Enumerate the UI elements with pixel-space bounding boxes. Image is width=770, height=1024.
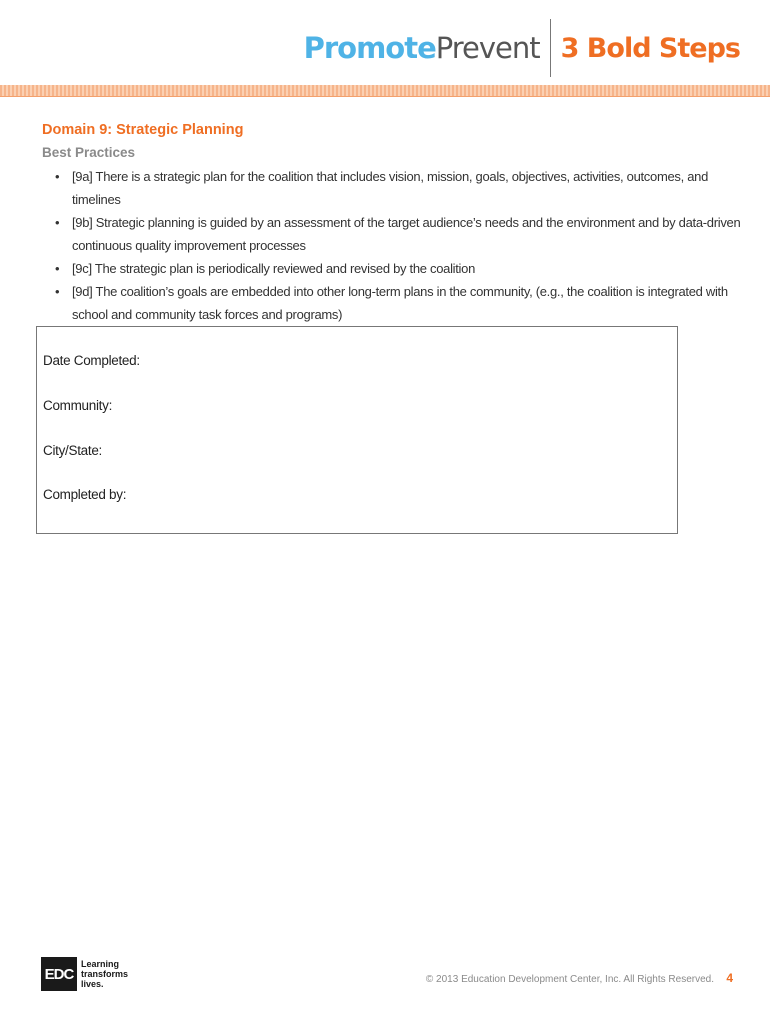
logo-prevent-text: Prevent xyxy=(435,31,540,65)
list-item xyxy=(55,165,755,211)
best-practices-heading: Best Practices xyxy=(42,145,136,160)
edc-tagline-line: transforms xyxy=(81,969,129,979)
bullet-icon: • xyxy=(55,169,60,184)
edc-tagline-line: lives. xyxy=(81,979,104,989)
header-band xyxy=(0,85,770,96)
logo-promote-text: Promote xyxy=(303,31,436,65)
promote-prevent-logo xyxy=(304,18,740,78)
logo-steps-text: 3 Bold Steps xyxy=(560,32,740,64)
logo-divider xyxy=(550,19,551,77)
list-item xyxy=(55,257,755,280)
domain-title: Domain 9: Strategic Planning xyxy=(42,122,244,138)
header-band-line xyxy=(0,96,770,97)
completed-by-field[interactable]: Completed by: xyxy=(43,487,127,502)
practice-text: [9c] The strategic plan is periodically reviewed and revised by the coalition xyxy=(72,261,476,276)
edc-logo xyxy=(41,957,131,991)
bullet-icon: • xyxy=(55,284,60,299)
list-item xyxy=(55,211,755,257)
bullet-icon: • xyxy=(55,261,60,276)
practice-text: [9d] The coalition’s goals are embedded into other long-term plans in the community, (e.g., the coalition is integrated with school and community task forces and programs) xyxy=(72,284,728,322)
completion-form-box xyxy=(36,326,678,534)
list-item xyxy=(55,280,755,326)
page-number: 4 xyxy=(726,971,733,985)
bullet-icon: • xyxy=(55,215,60,230)
practice-text: [9b] Strategic planning is guided by an assessment of the target audience’s needs and the environment and by data-driven continuous quality improvement processes xyxy=(72,215,741,253)
date-completed-field[interactable]: Date Completed: xyxy=(43,353,140,368)
edc-logo-mark: EDC xyxy=(41,957,77,991)
practice-list xyxy=(55,165,755,326)
practice-text: [9a] There is a strategic plan for the coalition that includes vision, mission, goals, objectives, activities, outcomes, and timelines xyxy=(72,169,709,207)
copyright-notice: © 2013 Education Development Center, Inc. All Rights Reserved. xyxy=(425,974,714,985)
edc-tagline-line: Learning xyxy=(81,959,120,969)
edc-tagline xyxy=(81,959,131,989)
city-state-field[interactable]: City/State: xyxy=(43,443,102,458)
community-field[interactable]: Community: xyxy=(43,398,113,413)
